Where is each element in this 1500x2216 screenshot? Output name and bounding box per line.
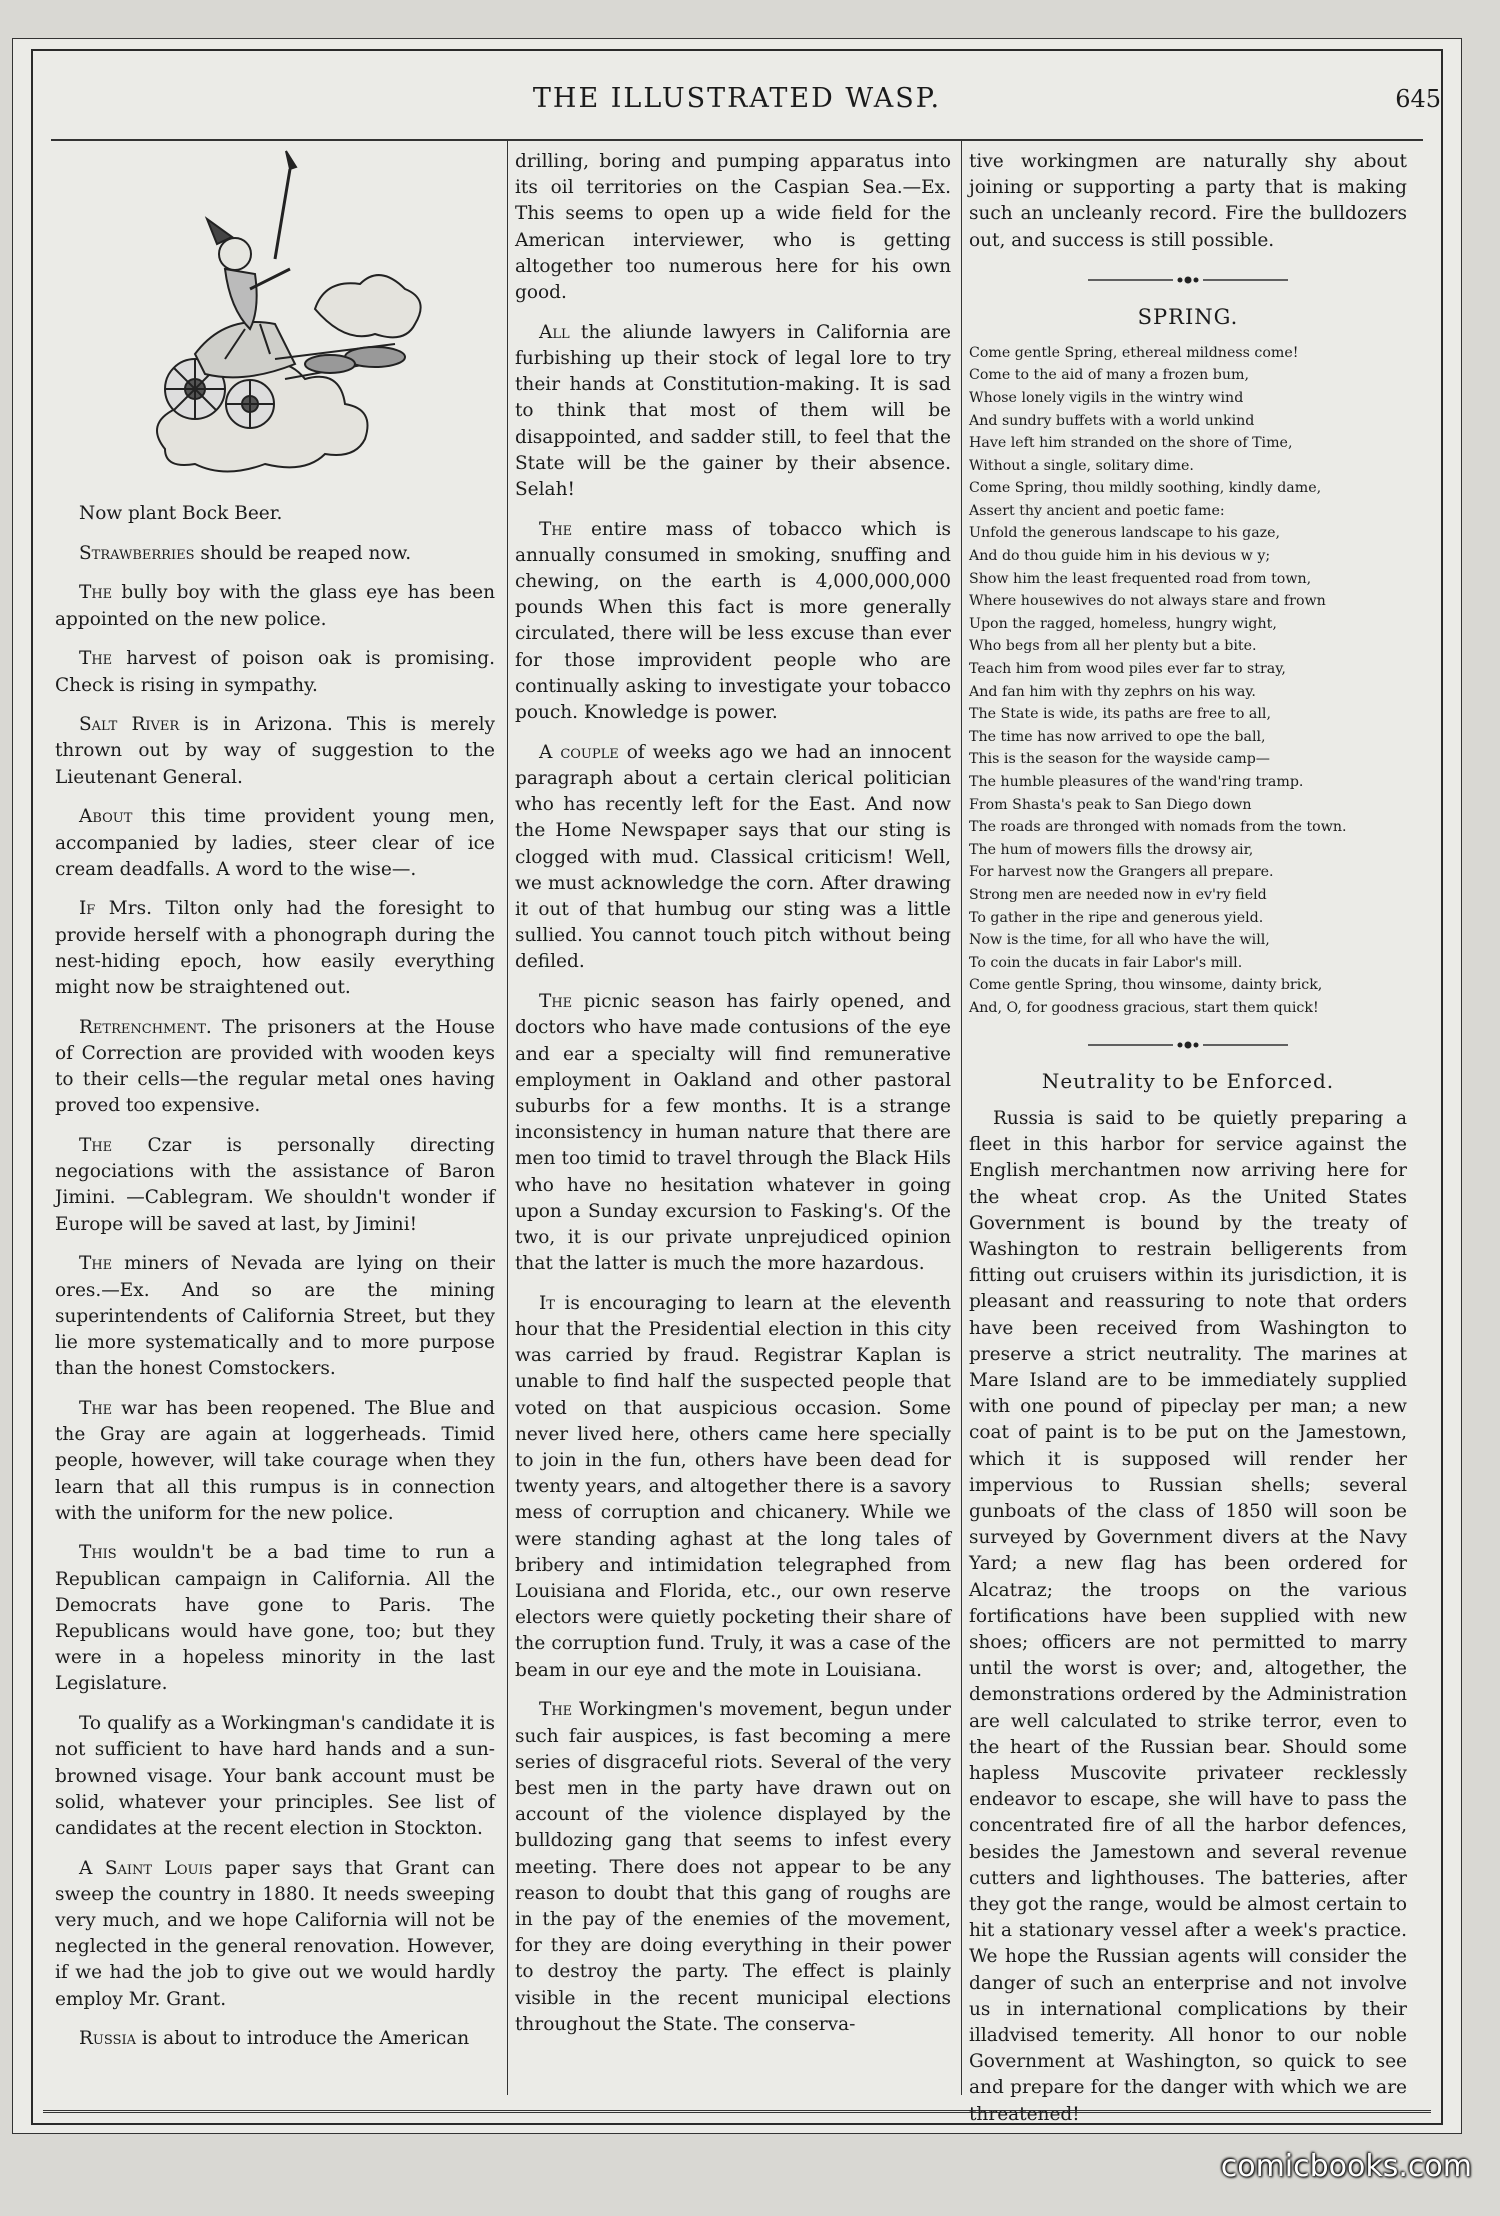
header-rule: [51, 139, 1423, 141]
paragraph: [515, 1697, 951, 2038]
paragraph-text: To qualify as a Workingman's candidate it is not sufficient to have hard hands and a sun-browned visage. Your bank account must be solid, whatever your principles. See list of candidates at the recent election in Stockton.: [55, 1713, 495, 1839]
poem-line: Assert thy ancient and poetic fame:: [969, 502, 1225, 519]
article-title: Neutrality to be Enforced.: [1041, 1068, 1335, 1093]
poem-line: The hum of mowers fills the drowsy air,: [969, 841, 1254, 858]
paragraph-text: is encouraging to learn at the eleventh hour that the Presidential election in this city was carried by fraud. Registrar Kaplan is unable to find half the suspected people that voted on that auspicious occasion. Some never lived here, others came here specially to join in the fun, others have been dead for twenty years, and altogether there is a savory mess of corruption and chicanery. While we were standing aghast at the long tales of bribery and intimidation telegraphed from Louisiana and Florida, etc., our own reserve electors were quietly pocketing their share of the corruption fund. Truly, it was a case of the beam in our eye and the mote in Louisiana.: [515, 1292, 951, 1681]
paragraph-lead: The: [79, 1253, 113, 1275]
cherub-chariot-illustration: [125, 149, 425, 489]
masthead-title: THE ILLUSTRATED WASP.: [532, 83, 942, 114]
paragraph-text: Now plant Bock Beer.: [79, 503, 283, 524]
paragraph-lead: This: [79, 1542, 117, 1564]
paragraph: [55, 1856, 495, 2013]
paragraph-text: bully boy with the glass eye has been appointed on the new police.: [55, 582, 495, 630]
section-ornament: [969, 1032, 1407, 1058]
poem-line: Have left him stranded on the shore of Time,: [969, 435, 1293, 452]
poem-line: From Shasta's peak to San Diego down: [969, 796, 1252, 813]
newspaper-page: [12, 38, 1462, 2134]
poem-line: Where housewives do not always stare and frown: [969, 593, 1326, 610]
column-2: [515, 149, 951, 2052]
paragraph-text: picnic season has fairly opened, and doctors who have made contusions of the eye and ear a specialty will find remunerative employment in Oakland and other pastoral suburbs for a few months. It is a strange inconsistency in human nature that there are men too timid to travel through the Black Hils who have no hesitation whatever in going upon a Sunday excursion to Fasking's. Of the two, it is our private unprejudiced opinion that the latter is much the more hazardous.: [515, 991, 951, 1275]
paragraph-lead: The: [79, 1135, 113, 1157]
paragraph: [55, 896, 495, 1001]
poem-line: The roads are thronged with nomads from the town.: [969, 819, 1347, 836]
poem-spring: [969, 342, 1407, 1020]
page-number: 645: [1395, 85, 1441, 113]
poem-title: SPRING.: [1137, 304, 1239, 329]
paragraph-lead: All: [539, 321, 570, 343]
poem-line: To coin the ducats in fair Labor's mill.: [969, 954, 1243, 971]
paragraph: [515, 1291, 951, 1684]
poem-line: Strong men are needed now in ev'ry field: [969, 886, 1267, 903]
paragraph-lead: About: [79, 806, 133, 828]
paragraph: [55, 501, 495, 527]
poem-line: Whose lonely vigils in the wintry wind: [969, 389, 1244, 406]
paragraph: [55, 1015, 495, 1120]
poem-line: And sundry buffets with a world unkind: [969, 412, 1255, 429]
paragraph: [55, 646, 495, 698]
paragraph: [55, 541, 495, 567]
paragraph-lead: The: [79, 648, 113, 670]
paragraph: [515, 740, 951, 976]
paragraph-text: this time provident young men, accompanied by ladies, steer clear of ice cream deadfalls. A word to the wise—.: [55, 806, 495, 880]
poem-line: And do thou guide him in his devious w y;: [969, 548, 1271, 565]
poem-line: Come gentle Spring, ethereal mildness come!: [969, 344, 1299, 361]
paragraph: [55, 1133, 495, 1238]
paragraph-text: paper says that Grant can sweep the country in 1880. It needs sweeping very much, and we hope California will not be neglected in the general renovation. However, if we had the job to give out we would hardly employ Mr. Grant.: [55, 1857, 496, 2010]
paragraph-lead: The: [79, 1397, 113, 1419]
paragraph: [55, 1540, 495, 1697]
poem-line: Come gentle Spring, thou winsome, dainty brick,: [969, 977, 1323, 994]
paragraph-text: harvest of poison oak is promising. Check is rising in sympathy.: [55, 648, 495, 696]
paragraph-text: entire mass of tobacco which is annually consumed in smoking, snuffing and chewing, on the earth is 4,000,000,000 pounds When this fact is more generally circulated, there will be less excuse than ever for those improvident people who are continually asking to investigate your tobacco pouch. Knowledge is power.: [515, 518, 951, 724]
column-divider: [507, 139, 508, 2095]
page-header: [13, 77, 1461, 117]
paragraph-text: The prisoners at the House of Correction are provided with wooden keys to their cells—the regular metal ones having proved too expensive.: [55, 1016, 495, 1117]
poem-line: Who begs from all her plenty but a bite.: [969, 638, 1257, 655]
paragraph-lead: A couple: [539, 741, 619, 763]
poem-line: This is the season for the wayside camp—: [969, 751, 1270, 768]
column-divider: [961, 139, 962, 2095]
paragraph-lead: A Saint Louis: [79, 1857, 213, 1879]
section-ornament: [969, 267, 1407, 293]
site-watermark: comicbooks.com: [1220, 2149, 1472, 2184]
poem-line: The humble pleasures of the wand'ring tramp.: [969, 774, 1304, 790]
poem-line: To gather in the ripe and generous yield.: [969, 909, 1264, 926]
paragraph: [515, 989, 951, 1277]
poem-line: Teach him from wood piles ever far to stray,: [969, 661, 1286, 678]
paragraph-text: Workingmen's movement, begun under such fair auspices, is fast becoming a mere series of disgraceful riots. Several of the very best men in the party have drawn out on account of the violence displayed by the bulldozing gang that seems to infest every meeting. There does not appear to be any reason to doubt that this gang of roughs are in the pay of the enemies of the movement, for they are doing everything in their power to destroy the party. The effect is plainly visible in the recent municipal elections throughout the State. The conserva-: [515, 1699, 951, 2035]
poem-line: Come Spring, thou mildly soothing, kindly dame,: [969, 480, 1322, 497]
paragraph: [55, 712, 495, 791]
paragraph-lead: The: [539, 518, 573, 540]
paragraph-lead: The: [539, 991, 573, 1013]
paragraph-text: war has been reopened. The Blue and the Gray are again at loggerheads. Timid people, however, will take courage when they learn that all this rumpus is in connection with the uniform for the new police.: [55, 1397, 495, 1524]
poem-line: For harvest now the Grangers all prepare.: [969, 864, 1274, 881]
paragraph-text: the aliunde lawyers in California are furbishing up their stock of legal lore to try their hands at Constitution-making. It is sad to think that most of them will be disappointed, and sadder still, to feel that the State will be the gainer by their absence. Selah!: [515, 321, 951, 500]
column-1-paragraphs: [55, 501, 495, 2053]
paragraph-text: Czar is personally directing negociations with the assistance of Baron Jimini. —Cablegram. We shouldn't wonder if Europe will be saved at last, by Jimini!: [55, 1135, 495, 1235]
paragraph-text: is in Arizona. This is merely thrown out by way of suggestion to the Lieutenant General.: [55, 714, 495, 788]
poem-line: Upon the ragged, homeless, hungry wight,: [969, 615, 1277, 632]
poem-line: Now is the time, for all who have the will,: [969, 932, 1270, 949]
paragraph-lead: It: [539, 1292, 555, 1314]
paragraph: [55, 1251, 495, 1382]
poem-line: The time has now arrived to ope the ball,: [969, 728, 1266, 745]
poem-line: Show him the least frequented road from town,: [969, 570, 1312, 587]
paragraph-text: of weeks ago we had an innocent paragraph about a certain clerical politician who has recently left for the East. And now the Home Newspaper says that our sting is clogged with mud. Classical criticism! Well, we must acknowledge the corn. After drawing it out of that humbug our sting was a little sullied. You cannot touch pitch without being defiled.: [515, 741, 952, 973]
poem-line: The State is wide, its paths are free to all,: [969, 706, 1271, 723]
poem-line: Unfold the generous landscape to his gaze,: [969, 525, 1281, 542]
column-2-paragraphs: [515, 149, 951, 2038]
poem-line: Without a single, solitary dime.: [969, 457, 1194, 474]
paragraph-lead: Russia: [79, 2028, 136, 2050]
article-body: Russia is said to be quietly preparing a fleet in this harbor for service against the English merchantmen now arriving here for the wheat crop. As the United States Government is bound by the treaty of Washington to restrain belligerents from fitting out cruisers within its jurisdiction, it is pleasant and reassuring to note that orders have been received from Washington to preserve a strict neutrality. The marines at Mare Island are to be immediately supplied with one pound of pipeclay per man; a new coat of paint is to be put on the Jamestown, which it is supposed will render her impervious to Russian shells; several gunboats of the class of 1850 will soon be surveyed by Government divers at the Navy Yard; a new flag has been ordered for Alcatraz; the troops on the various fortifications have been supplied with new shoes; officers are not permitted to marry until the worst is over; and, altogether, the demonstrations ordered by the Administration are well calculated to strike terror, even to the heart of the Russian bear. Should some hapless Muscovite privateer recklessly endeavor to escape, she will have to pass the concentrated fire of all the harbor defences, besides the Jamestown and several revenue cutters and lighthouses. The batteries, after they got the range, would be almost certain to hit a stationary vessel after a week's practice. We hope the Russian agents will consider the danger of such an enterprise and not involve us in international complications by their illadvised temerity. All honor to our noble Government at Washington, so quick to see and prepare for the danger with which we are threatened!: [969, 1107, 1407, 2125]
poem-line: And, O, for goodness gracious, start them quick!: [969, 999, 1319, 1016]
paragraph: [55, 1711, 495, 1842]
poem-line: And fan him with thy zephrs on his way.: [969, 683, 1256, 700]
paragraph-lead: The: [79, 582, 113, 604]
paragraph-text: miners of Nevada are lying on their ores.—Ex. And so are the mining superintendents of California Street, but they lie more systematically and to more purpose than the honest Comstockers.: [55, 1253, 495, 1380]
paragraph-lead: The: [539, 1699, 573, 1721]
paragraph: [55, 580, 495, 632]
paragraph-lead: Salt River: [79, 714, 180, 736]
paragraph-text: drilling, boring and pumping apparatus into its oil territories on the Caspian Sea.—Ex. This seems to open up a wide field for the American interviewer, who is getting altogether too numerous here for his own good.: [515, 151, 951, 304]
poem-line: Come to the aid of many a frozen bum,: [969, 367, 1249, 384]
paragraph-lead: Retrenchment.: [79, 1016, 212, 1038]
column-1: [55, 149, 495, 2066]
paragraph-text: Mrs. Tilton only had the foresight to provide herself with a phonograph during the nest-hiding epoch, how easily everything might now be straightened out.: [55, 898, 495, 999]
paragraph-text: is about to introduce the American: [136, 2028, 470, 2050]
paragraph-text: should be reaped now.: [194, 542, 412, 564]
continued-paragraph: tive workingmen are naturally shy about joining or supporting a party that is making such an uncleanly record. Fire the bulldozers out, and success is still possible.: [969, 151, 1407, 251]
paragraph: [515, 320, 951, 503]
paragraph: [515, 149, 951, 306]
paragraph-lead: If: [79, 898, 96, 920]
paragraph: [515, 517, 951, 727]
paragraph: [55, 804, 495, 883]
paragraph: [55, 2026, 495, 2052]
paragraph: [55, 1396, 495, 1527]
paragraph-lead: Strawberries: [79, 542, 195, 564]
paragraph-text: wouldn't be a bad time to run a Republican campaign in California. All the Democrats have gone to Paris. The Republicans would have gone, too; but they were in a hopeless minority in the last Legislature.: [55, 1542, 495, 1695]
column-3: [969, 149, 1407, 2141]
